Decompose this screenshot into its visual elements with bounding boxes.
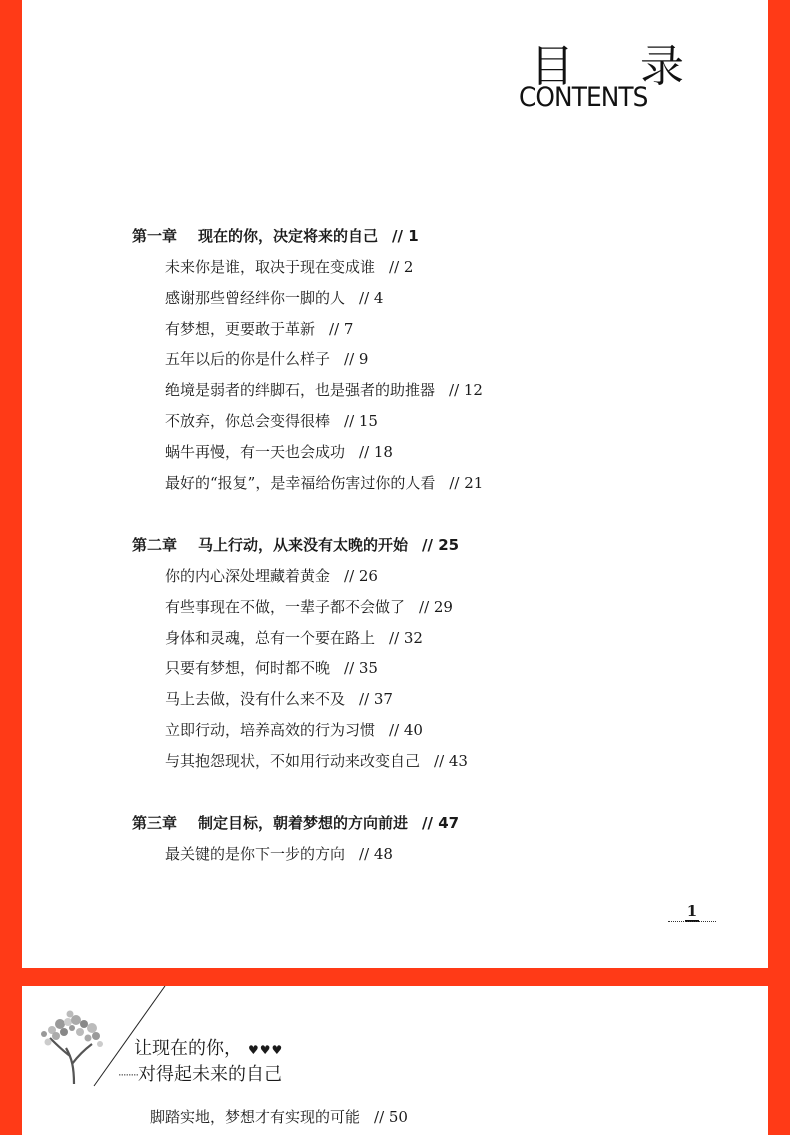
banner-text: 对得起未来的自己 bbox=[137, 1064, 282, 1085]
chapter-number: 第二章 bbox=[132, 536, 178, 554]
toc-entry[interactable] bbox=[150, 1106, 408, 1127]
toc-entry[interactable] bbox=[165, 657, 378, 678]
chapter-title: 现在的你，决定将来的自己 bbox=[198, 227, 379, 245]
tree-icon bbox=[41, 1011, 103, 1085]
entry-title: 只要有梦想，何时都不晚 bbox=[165, 659, 331, 677]
chapter-page: // 47 bbox=[422, 814, 460, 832]
toc-entry[interactable] bbox=[165, 348, 368, 369]
hearts-icon: ♥♥♥ bbox=[248, 1043, 284, 1057]
chapter-title: 制定目标，朝着梦想的方向前进 bbox=[198, 814, 409, 832]
toc-entry[interactable] bbox=[165, 410, 378, 431]
entry-page: // 18 bbox=[359, 443, 393, 461]
toc-entry[interactable] bbox=[165, 441, 393, 462]
chapter-number: 第一章 bbox=[132, 227, 178, 245]
banner-text: 让现在的你， bbox=[134, 1038, 242, 1059]
entry-title: 有梦想，更要敢于革新 bbox=[165, 320, 316, 338]
page-title: 目 录 bbox=[530, 41, 710, 92]
toc-entry[interactable] bbox=[165, 719, 423, 740]
page-number bbox=[668, 902, 716, 920]
entry-title: 五年以后的你是什么样子 bbox=[165, 350, 331, 368]
toc-page bbox=[22, 0, 768, 968]
entry-page: // 7 bbox=[329, 320, 354, 338]
toc-entry[interactable] bbox=[165, 472, 483, 493]
toc-entry[interactable] bbox=[165, 379, 483, 400]
entry-title: 绝境是弱者的绊脚石，也是强者的助推器 bbox=[165, 381, 436, 399]
banner-line-1 bbox=[134, 1034, 283, 1060]
toc-entry[interactable] bbox=[165, 750, 468, 771]
entry-title: 与其抱怨现状，不如用行动来改变自己 bbox=[165, 752, 421, 770]
entry-title: 有些事现在不做，一辈子都不会做了 bbox=[165, 598, 406, 616]
entry-title: 身体和灵魂，总有一个要在路上 bbox=[165, 629, 376, 647]
entry-title: 未来你是谁，取决于现在变成谁 bbox=[165, 258, 376, 276]
chapter-number: 第三章 bbox=[132, 814, 178, 832]
toc-entry[interactable] bbox=[165, 565, 378, 586]
entry-page: // 37 bbox=[359, 690, 393, 708]
entry-page: // 32 bbox=[389, 629, 423, 647]
entry-title: 蜗牛再慢，有一天也会成功 bbox=[165, 443, 346, 461]
entry-title: 感谢那些曾经绊你一脚的人 bbox=[165, 289, 346, 307]
toc-entry[interactable] bbox=[165, 256, 413, 277]
entry-page: // 48 bbox=[359, 845, 393, 863]
entry-page: // 43 bbox=[434, 752, 468, 770]
entry-page: // 29 bbox=[419, 598, 453, 616]
chapter-heading[interactable] bbox=[132, 534, 459, 555]
toc-entry[interactable] bbox=[165, 627, 423, 648]
entry-title: 不放弃，你总会变得很棒 bbox=[165, 412, 331, 430]
chapter-heading[interactable] bbox=[132, 225, 419, 246]
entry-page: // 9 bbox=[344, 350, 369, 368]
entry-title: 马上去做，没有什么来不及 bbox=[165, 690, 346, 708]
entry-page: // 2 bbox=[389, 258, 414, 276]
entry-page: // 26 bbox=[344, 567, 378, 585]
entry-title: 立即行动，培养高效的行为习惯 bbox=[165, 721, 376, 739]
entry-page: // 35 bbox=[344, 659, 378, 677]
entry-page: // 12 bbox=[449, 381, 483, 399]
chapter-page: // 25 bbox=[422, 536, 460, 554]
next-page bbox=[22, 986, 768, 1135]
dotted-leader: ········ bbox=[118, 1068, 138, 1082]
page-number-dotted-line bbox=[668, 921, 716, 922]
entry-title: 最好的“报复”，是幸福给伤害过你的人看 bbox=[165, 474, 436, 492]
toc-entry[interactable] bbox=[165, 688, 393, 709]
toc-entry[interactable] bbox=[165, 287, 383, 308]
page-number-text: 1 bbox=[686, 902, 698, 920]
toc-entry[interactable] bbox=[165, 843, 393, 864]
chapter-title: 马上行动，从来没有太晚的开始 bbox=[198, 536, 409, 554]
entry-title: 你的内心深处埋藏着黄金 bbox=[165, 567, 331, 585]
entry-page: // 50 bbox=[374, 1108, 408, 1126]
toc-entry[interactable] bbox=[165, 318, 353, 339]
chapter-page: // 1 bbox=[392, 227, 419, 245]
entry-page: // 21 bbox=[449, 474, 484, 492]
entry-page: // 40 bbox=[389, 721, 423, 739]
entry-title: 脚踏实地，梦想才有实现的可能 bbox=[150, 1108, 361, 1126]
entry-page: // 15 bbox=[344, 412, 378, 430]
entry-page: // 4 bbox=[359, 289, 384, 307]
page-subtitle: CONTENTS bbox=[519, 82, 648, 113]
entry-title: 最关键的是你下一步的方向 bbox=[165, 845, 346, 863]
toc-entry[interactable] bbox=[165, 596, 453, 617]
banner-line-2 bbox=[118, 1060, 282, 1086]
chapter-heading[interactable] bbox=[132, 812, 459, 833]
